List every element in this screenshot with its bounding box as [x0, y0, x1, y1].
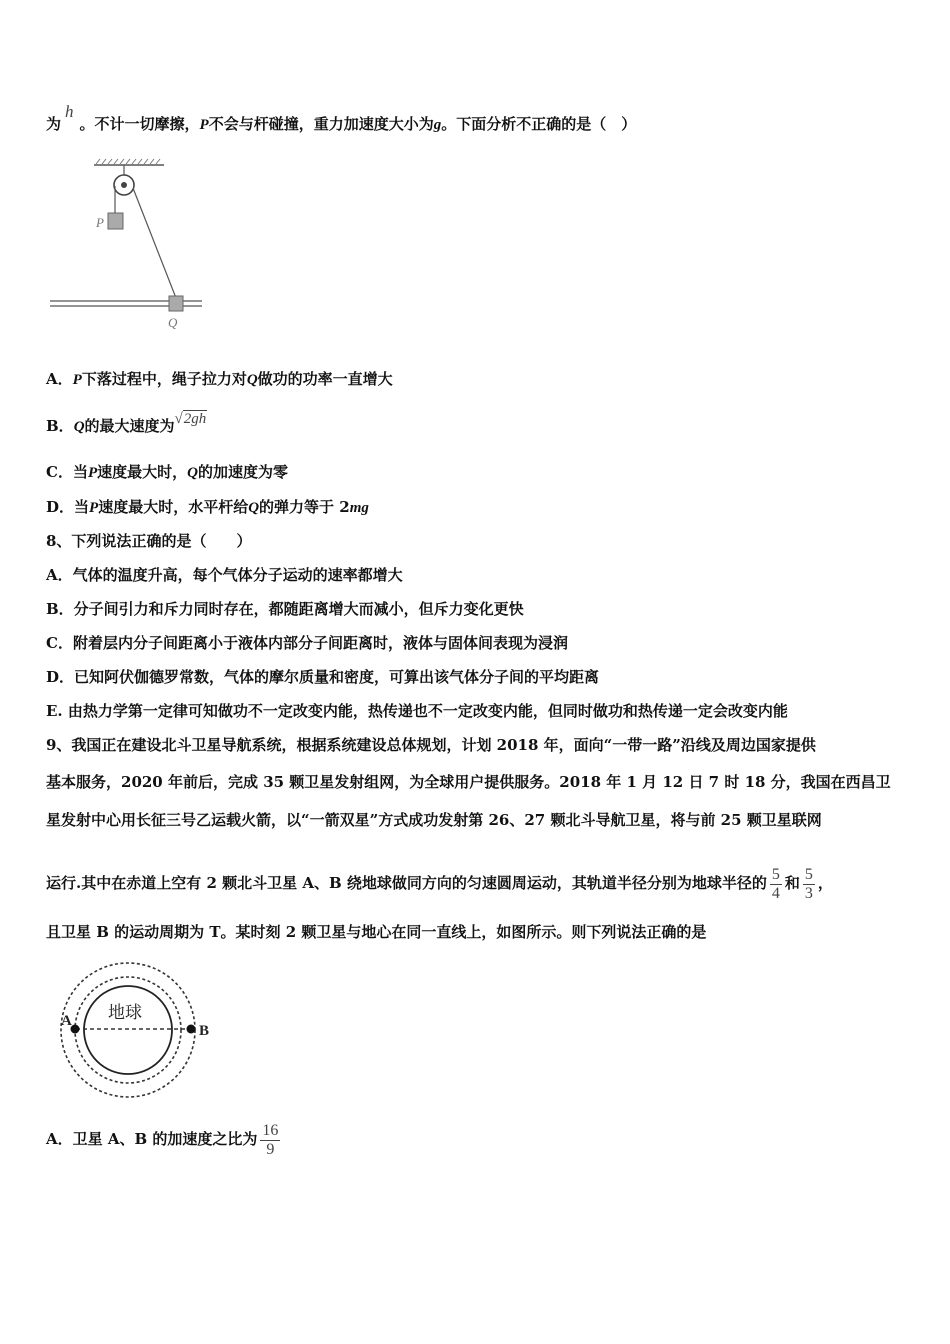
q7-c-text2: 的加速度为零: [197, 463, 288, 481]
q7-intro-text-3: 。下面分析不正确的是（ ）: [441, 115, 637, 133]
fraction-16-9: [260, 1122, 280, 1159]
q7-c-var2: Q: [187, 465, 198, 481]
q9-orbit-figure: [46, 950, 226, 1100]
q7-pulley-figure: [46, 155, 216, 335]
frac3-den: 9: [266, 1140, 275, 1158]
q7-a-text1: 下落过程中，绳子拉力对: [81, 370, 247, 388]
q7-a-text2: 做功的功率一直增大: [257, 370, 393, 388]
label-q: Q: [168, 315, 178, 330]
q7-option-b: [46, 411, 207, 437]
q7-a-var2: Q: [246, 372, 258, 388]
q9-line-2: 基本服务，2020 年前后，完成 35 颗卫星发射组网，为全球用户提供服务。2018 年 1 月 12 日 7 时 18 分，我国在西昌卫: [46, 773, 891, 791]
q7-c-var1: P: [87, 465, 98, 481]
q8-option-d: D．已知阿伏伽德罗常数，气体的摩尔质量和密度，可算出该气体分子间的平均距离: [46, 668, 600, 686]
q7-b-text: 的最大速度为: [84, 417, 175, 435]
block-p: [108, 213, 123, 229]
frac2-den: 3: [804, 884, 813, 902]
q7-d-var2: Q: [248, 500, 260, 516]
sqrt-symbol: √: [174, 411, 183, 427]
label-p: P: [96, 215, 104, 230]
frac3-num: 16: [262, 1121, 279, 1139]
q7-d-var3: mg: [349, 500, 369, 516]
q7-intro-pre: 为: [46, 115, 62, 133]
q7-b-var: Q: [73, 419, 85, 435]
q7-intro-line: [46, 102, 637, 135]
q8-option-e: E. 由热力学第一定律可知做功不一定改变内能，热传递也不一定改变内能，但同时做功和热传递一定会改变内能: [46, 702, 788, 720]
q7-d-text1: 速度最大时，水平杆给: [98, 498, 249, 516]
q9-line-4: [46, 862, 833, 904]
sqrt-radicand: 2gh: [183, 411, 207, 427]
q8-option-c: C．附着层内分子间距离小于液体内部分子间距离时，液体与固体间表现为浸润: [46, 634, 568, 652]
q7-intro-text-2: 不会与杆碰撞，重力加速度大小为: [208, 115, 434, 133]
q7-b-sqrt: [175, 411, 208, 427]
frac2-num: 5: [804, 865, 813, 883]
q7-option-d: [46, 497, 369, 518]
satellite-a: [71, 1025, 80, 1034]
fraction-5-3: [803, 866, 815, 903]
q9-line4-text: 运行.其中在赤道上空有 2 颗北斗卫星 A、B 绕地球做同方向的匀速圆周运动，其轨道半径分别为地球半径的: [46, 874, 767, 892]
q7-d-text2: 的弹力等于 2: [259, 498, 350, 516]
q7-c-prefix: C．当: [46, 463, 88, 481]
q9-a-text: A．卫星 A、B 的加速度之比为: [46, 1130, 258, 1148]
label-a: A: [61, 1013, 72, 1029]
q7-b-prefix: B．: [46, 417, 74, 435]
q9-line4-end: ，: [817, 874, 833, 892]
q7-intro-text-1: 。不计一切摩擦，: [79, 115, 200, 133]
q7-option-a: [46, 369, 393, 390]
q9-option-a: [46, 1118, 283, 1160]
q9-line-3: 星发射中心用长征三号乙运载火箭，以“一箭双星”方式成功发射第 26、27 颗北斗导航卫星，将与前 25 颗卫星联网: [46, 811, 822, 829]
satellite-b: [187, 1025, 196, 1034]
fraction-5-4: [770, 866, 782, 903]
q7-h-symbol: h: [65, 102, 74, 121]
q9-line4-and: 和: [784, 874, 800, 892]
earth-circle: [84, 986, 172, 1074]
q7-var-g: g: [433, 117, 442, 133]
q7-d-prefix: D．当: [46, 498, 90, 516]
q9-line-5: 且卫星 B 的运动周期为 T。某时刻 2 颗卫星与地心在同一直线上，如图所示。则下列说法正确的是: [46, 923, 707, 941]
block-q: [169, 296, 183, 311]
q8-stem: 8、下列说法正确的是（ ）: [46, 532, 252, 550]
q7-c-text1: 速度最大时，: [97, 463, 188, 481]
q7-a-var1: P: [72, 372, 82, 388]
frac1-den: 4: [771, 884, 780, 902]
q7-d-var1: P: [89, 500, 99, 516]
q8-option-b: B．分子间引力和斥力同时存在，都随距离增大而减小，但斥力变化更快: [46, 600, 524, 618]
q8-option-a: A．气体的温度升高，每个气体分子运动的速率都增大: [46, 566, 403, 584]
label-b: B: [199, 1023, 210, 1039]
q7-option-c: [46, 462, 288, 483]
frac1-num: 5: [771, 865, 780, 883]
q9-line-1: 9、我国正在建设北斗卫星导航系统，根据系统建设总体规划，计划 2018 年，面向“一带一路”沿线及周边国家提供: [46, 736, 816, 754]
earth-label: 地球: [108, 1003, 142, 1022]
q7-var-p: P: [199, 117, 209, 133]
q7-a-prefix: A．: [46, 370, 73, 388]
